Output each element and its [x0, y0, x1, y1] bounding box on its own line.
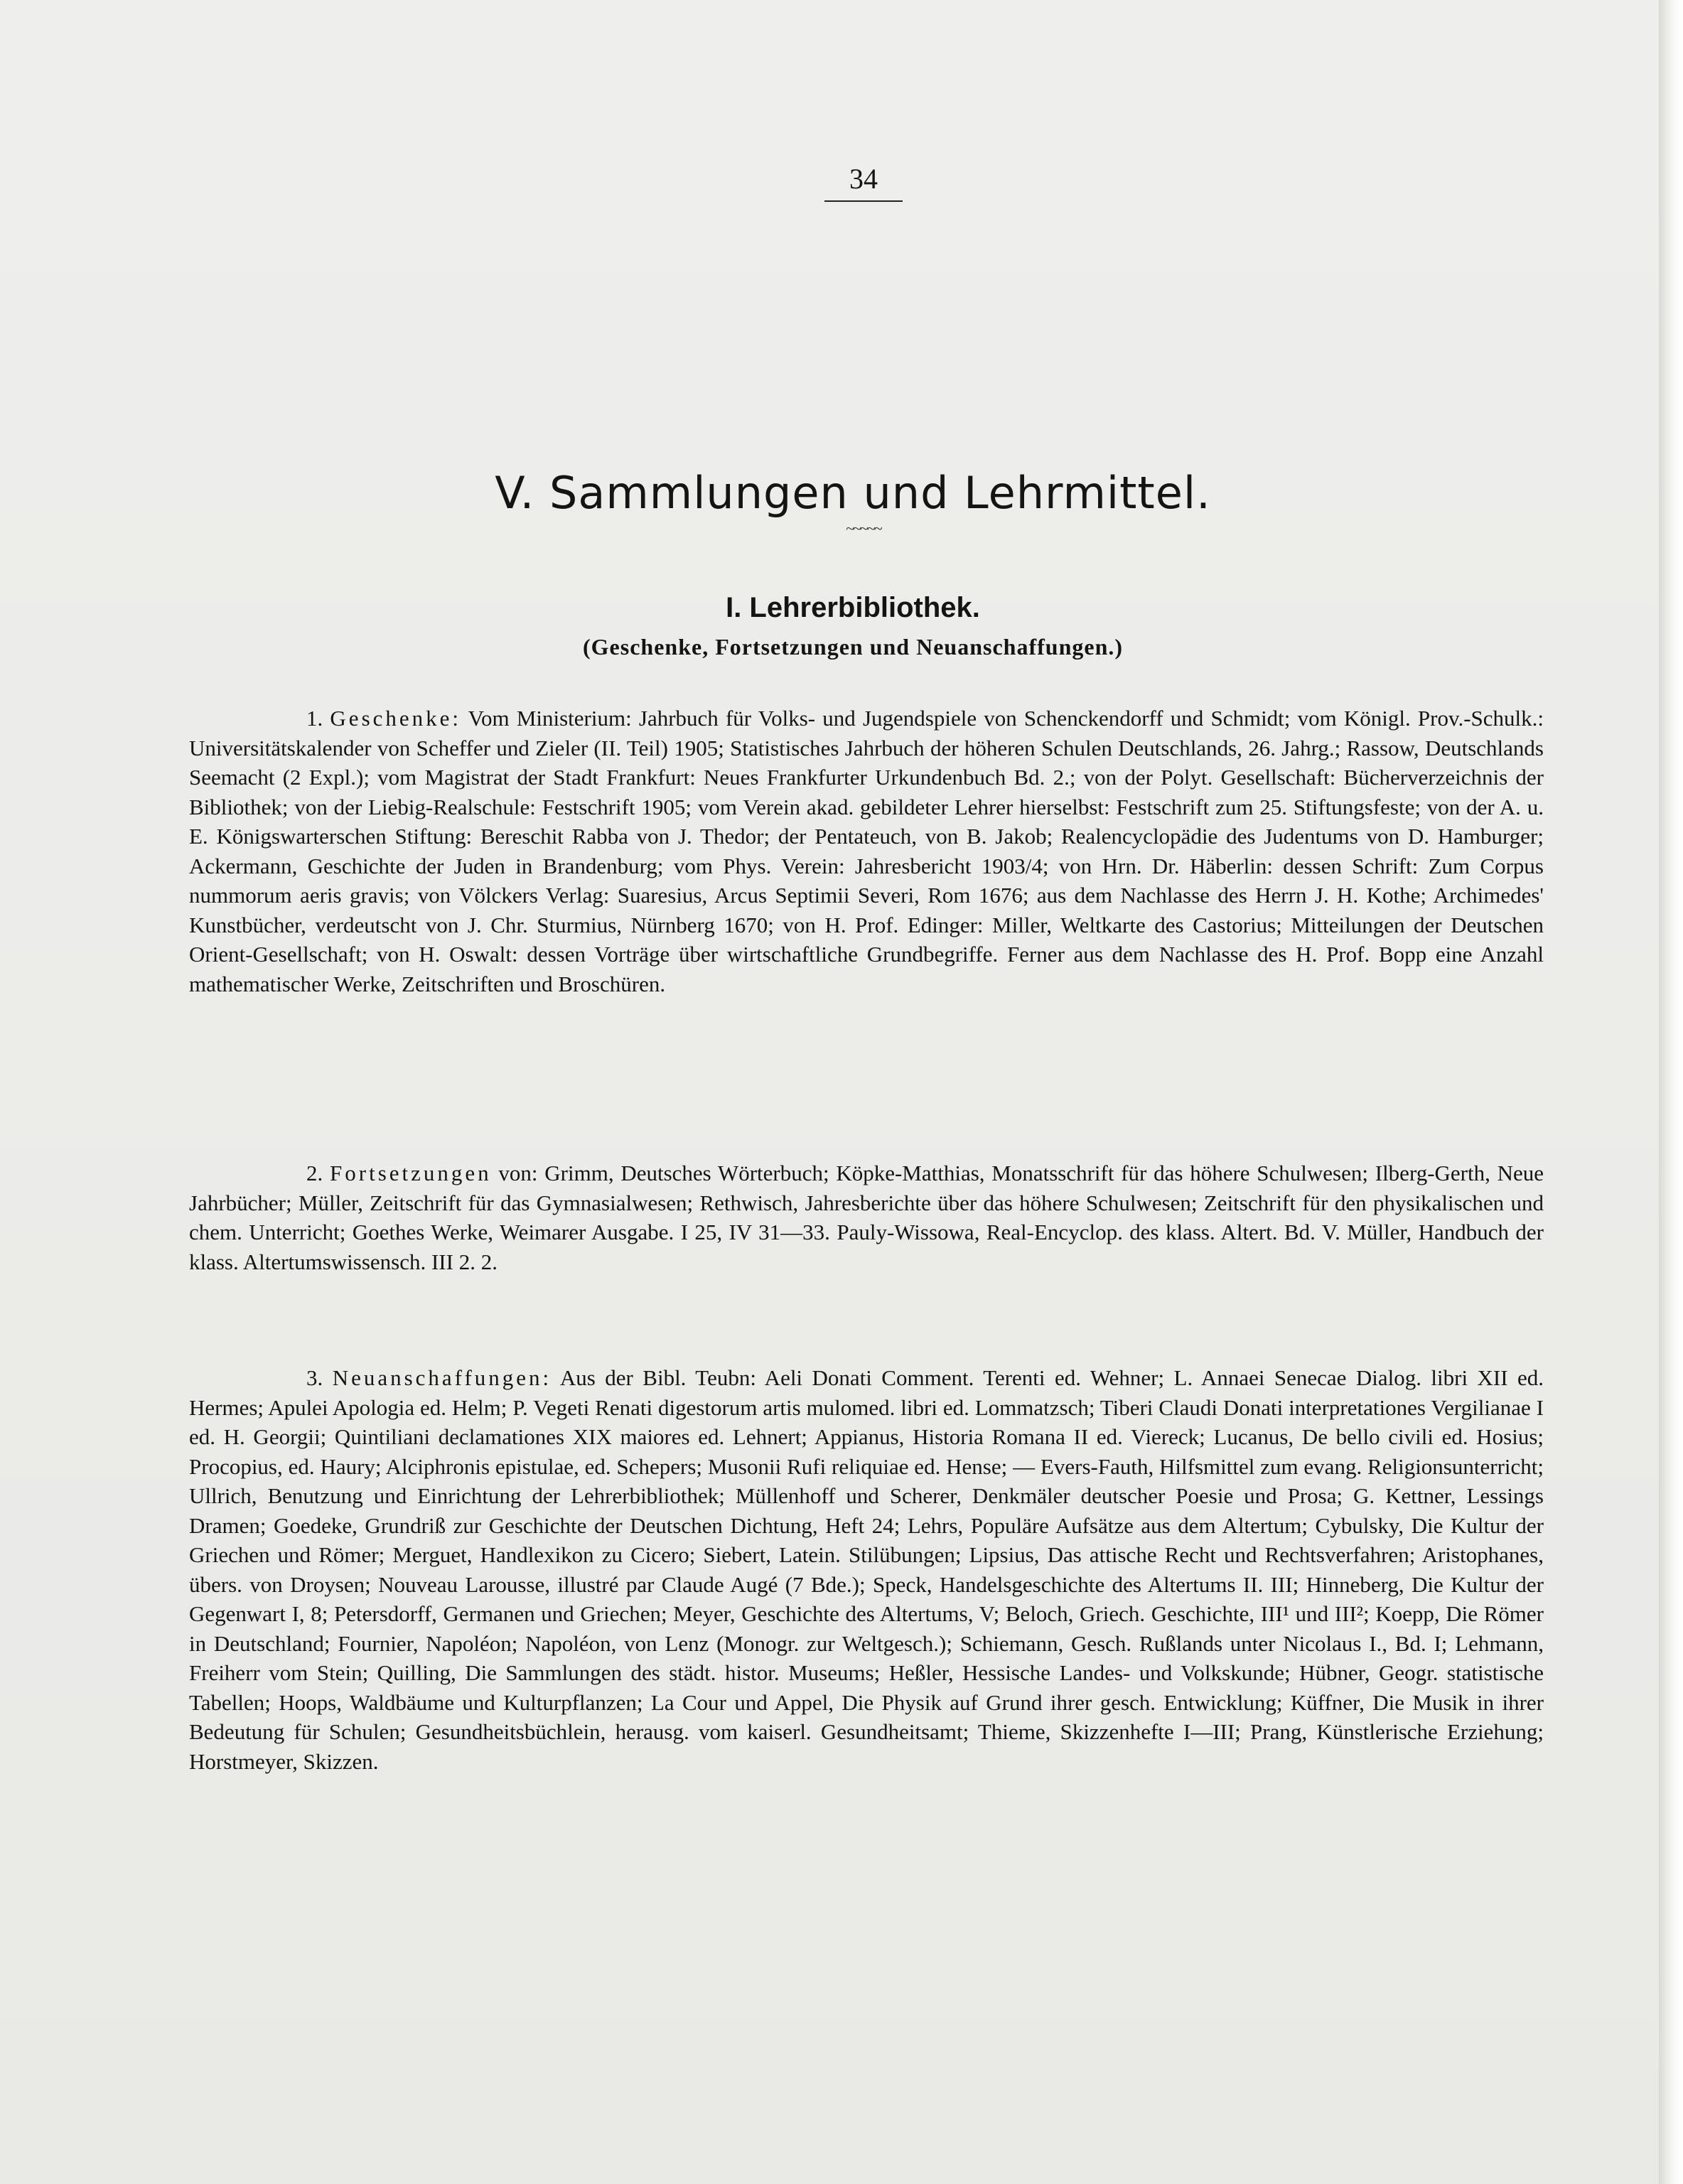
section-text: Aus der Bibl. Teubn: Aeli Donati Comment. Terenti ed. Wehner; L. Annaei Senecae Dialog. libri XII ed. Hermes; Apulei Apologia ed. Helm; P. Vegeti Renati digestorum artis mulomed. libri ed. Lommatzsch; Tiberi Claudi Donati interpretationes Vergilianae I ed. H. Georgii; Quintiliani declamationes XIX maiores ed. Lehnert; Appianus, Historia Romana II ed. Viereck; Lucanus, De bello civili ed. Hosius; Procopius, ed. Haury; Alciphronis epistulae, ed. Schepers; Musonii Rufi reliquiae ed. Hense; — Evers-Fauth, Hilfsmittel zum evang. Religionsunterricht; Ullrich, Benutzung und Einrichtung der Lehrerbibliothek; Müllenhoff und Scherer, Denkmäler deutscher Poesie und Prosa; G. Kettner, Lessings Dramen; Goedeke, Grundriß zur Geschichte der Deutschen Dichtung, Heft 24; Lehrs, Populäre Aufsätze aus dem Altertum; Cybulsky, Die Kultur der Griechen und Römer; Merguet, Handlexikon zu Cicero; Siebert, Latein. Stilübungen; Lipsius, Das attische Recht und Rechtsverfahren; Aristophanes, übers. von Droysen; Nouveau Larousse, illustré par Claude Augé (7 Bde.); Speck, Handelsgeschichte des Altertums II. III; Hinneberg, Die Kultur der Gegenwart I, 8; Petersdorff, Germanen und Griechen; Meyer, Geschichte des Altertums, V; Beloch, Griech. Geschichte, III¹ und III²; Koepp, Die Römer in Deutschland; Fournier, Napoléon; Napoléon, von Lenz (Monogr. zur Weltgesch.); Schiemann, Gesch. Rußlands unter Nicolaus I., Bd. I; Lehmann, Freiherr vom Stein; Quilling, Die Sammlungen des städt. histor. Museums; Heßler, Hessische Landes- und Volkskunde; Hübner, Geogr. statistische Tabellen; Hoops, Waldbäume und Kulturpflanzen; La Cour und Appel, Die Physik auf Grund ihrer gesch. Entwicklung; Küffner, Die Musik in ihrer Bedeutung für Schulen; Gesundheitsbüchlein, herausg. vom kaiserl. Gesundheitsamt; Thieme, Skizzenhefte I—III; Prang, Künstlerische Erziehung; Horstmeyer, Skizzen.: [189, 1365, 1544, 1774]
ornament-divider: ~~~~~: [846, 520, 881, 537]
section-number: 1.: [306, 706, 323, 731]
section-number: 2.: [306, 1161, 323, 1185]
section-heading: Fortsetzungen: [330, 1161, 492, 1185]
section-text: Vom Ministerium: Jahrbuch für Volks- und Jugendspiele von Schenckendorff und Schmidt; vom Königl. Prov.-Schulk.: Universitätskalender von Scheffer und Zieler (II. Teil) 1905; Statistisches Jahrbuch der höheren Schulen Deutschlands, 26. Jahrg.; Rassow, Deutschlands Seemacht (2 Expl.); vom Magistrat der Stadt Frankfurt: Neues Frankfurter Urkundenbuch Bd. 2.; von der Polyt. Gesellschaft: Bücherverzeichnis der Bibliothek; von der Liebig-Realschule: Festschrift 1905; vom Verein akad. gebildeter Lehrer hierselbst: Festschrift zum 25. Stiftungsfeste; von der A. u. E. Königswarterschen Stiftung: Bereschit Rabba von J. Thedor; der Pentateuch, von B. Jakob; Realencyclopädie des Judentums von D. Hamburger; Ackermann, Geschichte der Juden in Brandenburg; vom Phys. Verein: Jahresbericht 1903/4; von Hrn. Dr. Häberlin: dessen Schrift: Zum Corpus nummorum aeris gravis; von Völckers Verlag: Suaresius, Arcus Septimii Severi, Rom 1676; aus dem Nachlasse des Herrn J. H. Kothe; Archimedes' Kunstbücher, verdeutscht von J. Chr. Sturmius, Nürnberg 1670; von H. Prof. Edinger: Miller, Weltkarte des Castorius; Mitteilungen der Deutschen Orient-Gesellschaft; von H. Oswalt: dessen Vorträge über wirtschaftliche Grundbegriffe. Ferner aus dem Nachlasse des H. Prof. Bopp eine Anzahl mathematischer Werke, Zeitschriften und Broschüren.: [189, 706, 1544, 996]
section-geschenke: [189, 704, 1544, 999]
subsection-note: (Geschenke, Fortsetzungen und Neuanschaffungen.): [582, 634, 1124, 660]
section-heading: Geschenke:: [330, 706, 462, 731]
paragraph: [189, 704, 1544, 999]
section-number: 3.: [306, 1365, 323, 1390]
page-edge: [1659, 0, 1683, 2184]
paragraph: [189, 1158, 1544, 1276]
section-neuanschaffungen: [189, 1363, 1544, 1776]
section-text: von: Grimm, Deutsches Wörterbuch; Köpke-Matthias, Monatsschrift für das höhere Schulwesen; Ilberg-Gerth, Neue Jahrbücher; Müller, Zeitschrift für das Gymnasialwesen; Rethwisch, Jahresberichte über das höhere Schulwesen; Zeitschrift für den physikalischen und chem. Unterricht; Goethes Werke, Weimarer Ausgabe. I 25, IV 31—33. Pauly-Wissowa, Real-Encyclop. des klass. Altert. Bd. V. Müller, Handbuch der klass. Altertumswissensch. III 2. 2.: [189, 1161, 1544, 1274]
paragraph: [189, 1363, 1544, 1776]
page-number: 34: [824, 162, 903, 202]
section-title: V. Sammlungen und Lehrmittel.: [495, 466, 1211, 519]
section-fortsetzungen: [189, 1158, 1544, 1276]
subsection-title: I. Lehrerbibliothek.: [726, 592, 980, 624]
section-heading: Neuanschaffungen:: [332, 1365, 552, 1390]
